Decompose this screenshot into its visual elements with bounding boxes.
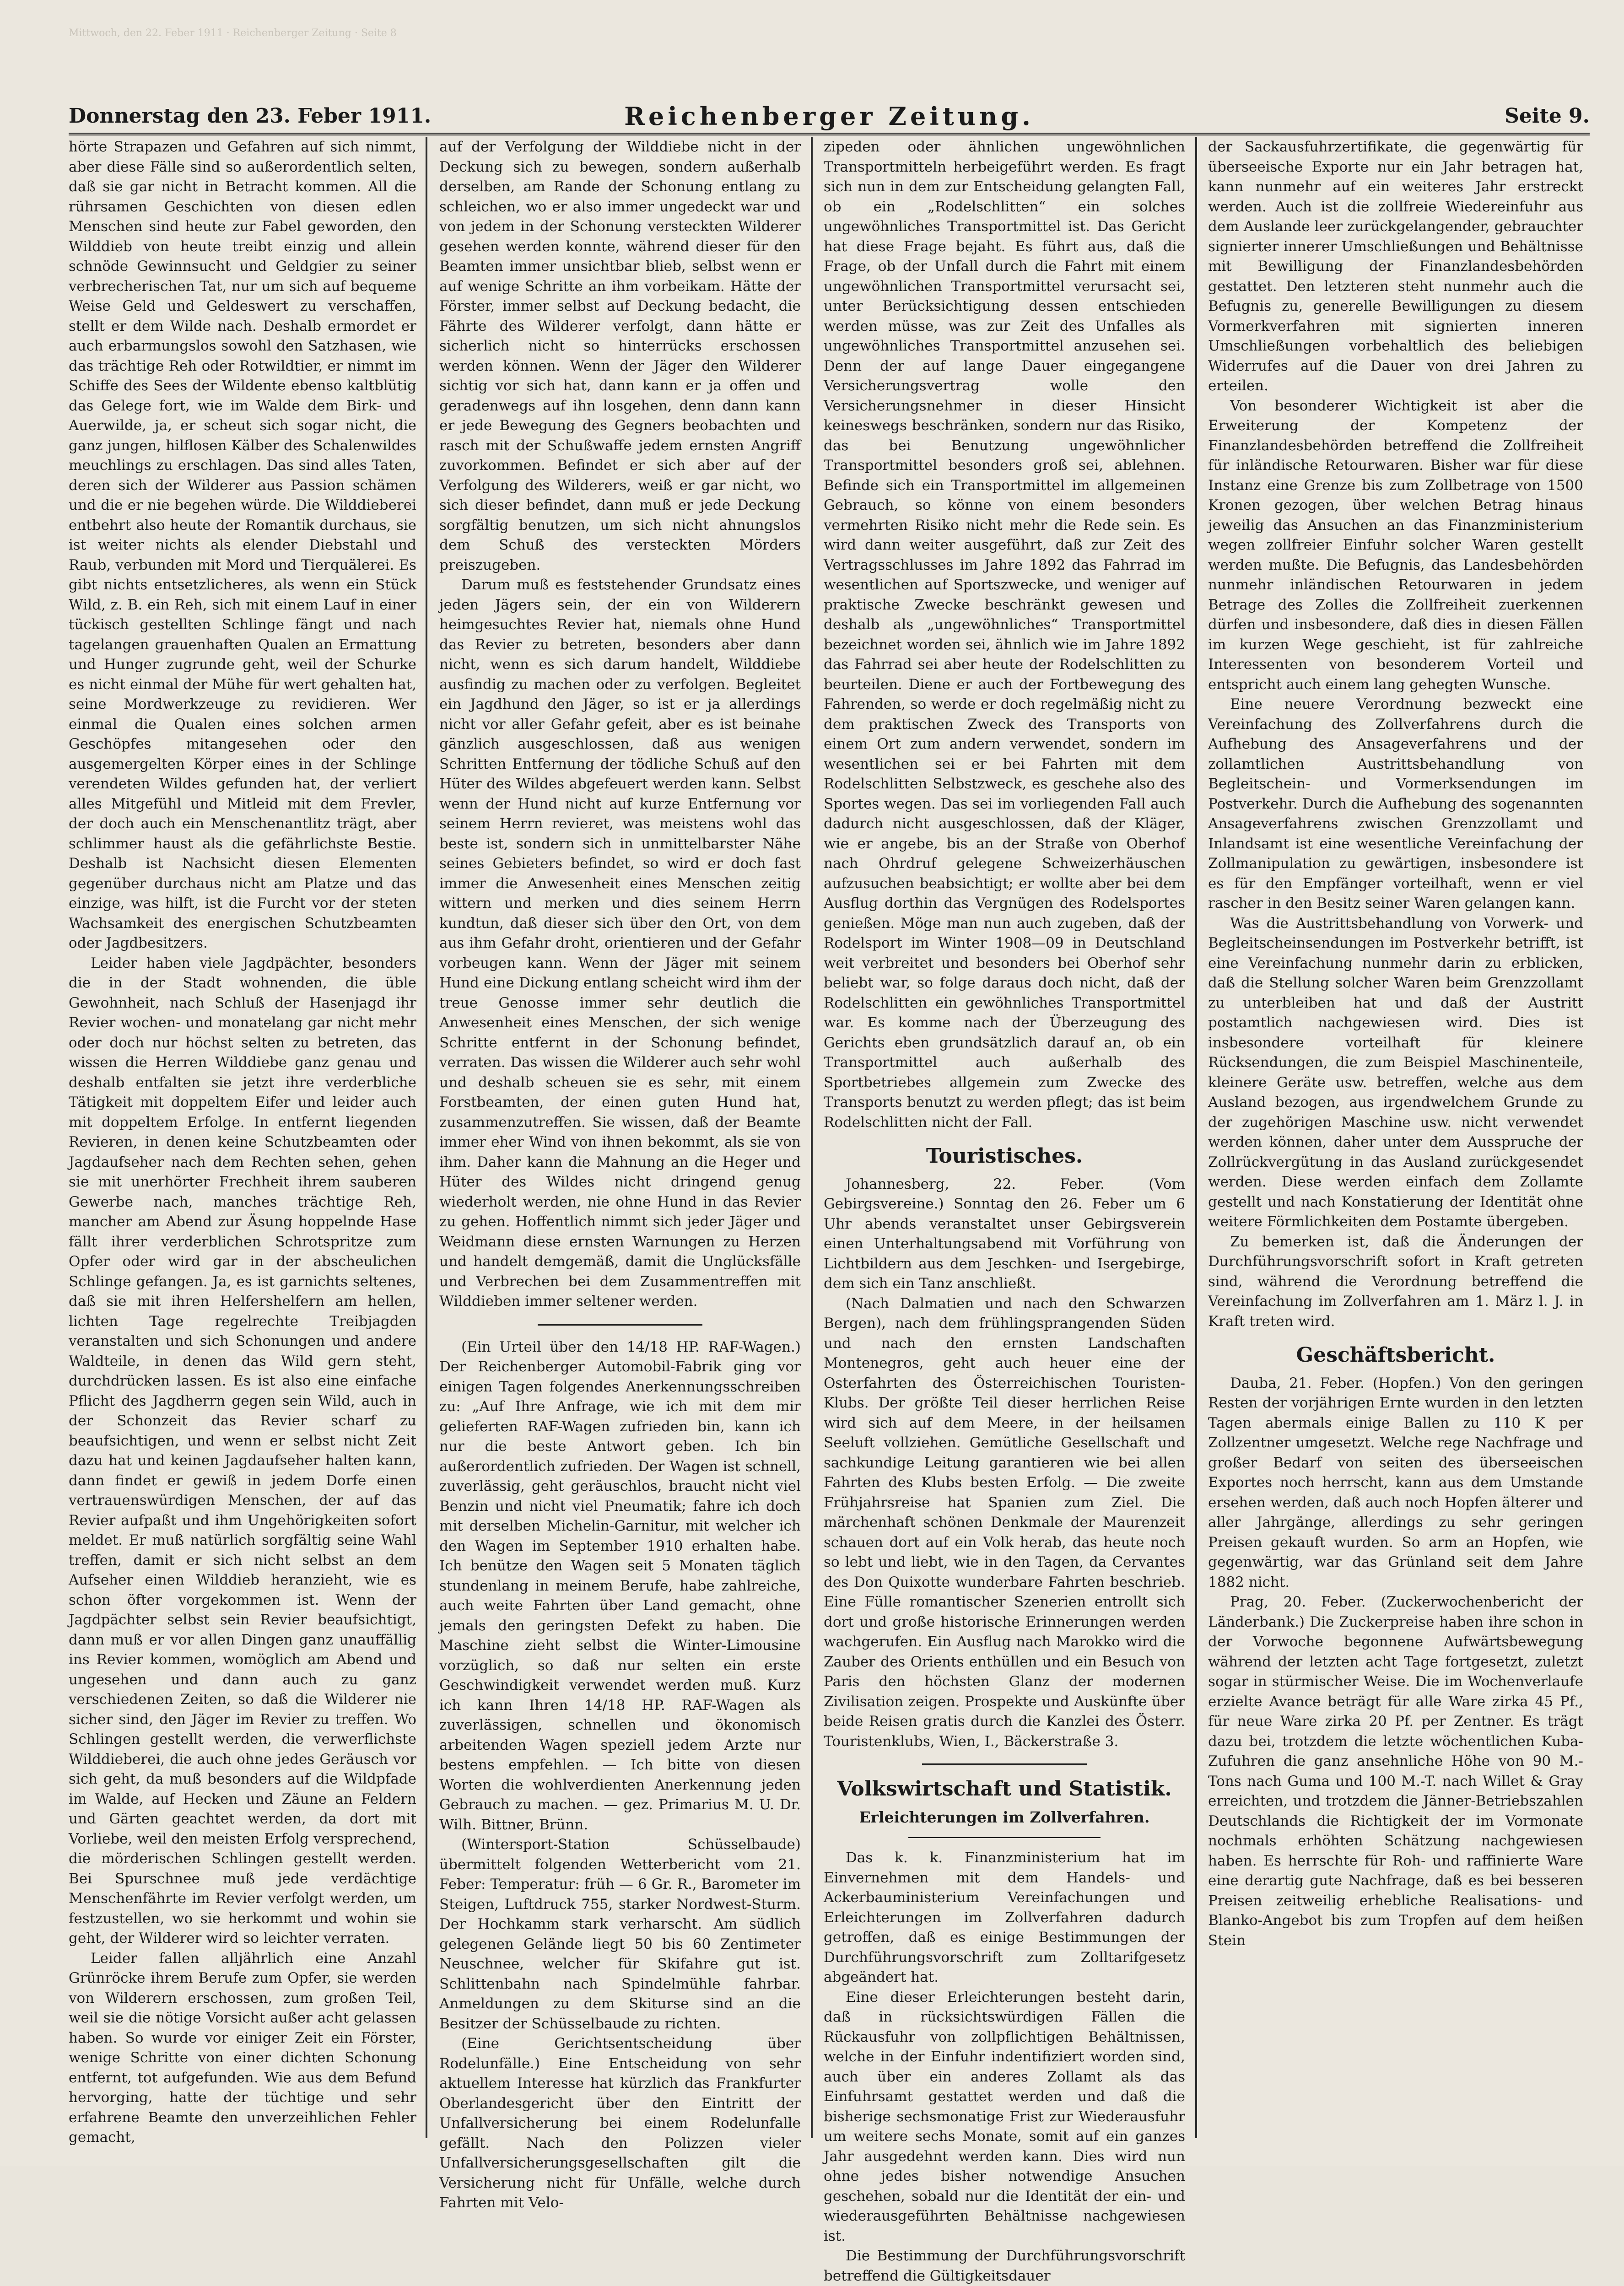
paragraph: Leider haben viele Jagdpächter, besonders die in der Stadt wohnenden, die üble Gewohnheit, nach Schluß der Hasenjagd ihr Revier wochen- und monatelang gar nicht mehr oder doch nur höchst selten zu betreten, das wissen die Herren Wilddiebe ganz genau und deshalb entfalten sie jetzt ihre verderbliche Tätigkeit mit doppeltem Eifer und leider auch mit doppeltem Erfolge. In entfernt liegenden Revieren, in denen keine Schutzbeamten oder Jagdaufseher nach dem Rechten sehen, gehen sie mit unerhörter Frechheit ihrem sauberen Gewerbe nach, manches trächtige Reh, mancher am Abend zur Äsung hoppelnde Hase fällt ihrer verderblichen Schrotspritze zum Opfer oder wird gar in der abscheulichen Schlinge gefangen. Ja, es ist garnichts seltenes, daß sie mit ihren Helfershelfern am hellen, lichten Tage regelrechte Treibjagden veranstalten und sich Schonungen und andere Waldteile, in denen das Wild gern steht, durchdrücken lassen. Es ist also eine einfache Pflicht des Jagdherrn gegen sein Wild, auch in der Schonzeit das Revier scharf zu beaufsichtigen, und wenn er selbst nicht Zeit dazu hat und keinen Jagdaufseher halten kann, dann findet er gewiß in jedem Dorfe einen vertrauenswürdigen Menschen, der auf das Revier aufpaßt und ihm Ungehörigkeiten sofort meldet. Er muß natürlich sorgfältig seine Wahl treffen, damit er sich nicht selbst an dem Aufseher einen Wilddieb heranzieht, wie es schon öfter vorgekommen ist. Wenn der Jagdpächter selbst sein Revier beaufsichtigt, dann muß er vor allen Dingen ganz unauffällig ins Revier kommen, womöglich am Abend und ungesehen und dann auch zu ganz verschiedenen Zeiten, so daß die Wilderer nie sicher sind, den Jäger im Revier zu treffen. Wo Schlingen gestellt werden, die verwerflichste Wilddieberei, die auch ohne jedes Geräusch vor sich geht, da muß besonders auf die Wildpfade im Walde, auf Hecken und Zäune an Feldern und Gärten geachtet werden, da dort mit Vorliebe, weil den meisten Erfolg versprechend, die mörderischen Schlingen gestellt werden. Bei Spurschnee muß jede verdächtige Menschenfährte im Revier verfolgt werden, um festzustellen, wo sie herkommt und wohin sie geht, der Wilderer wird so leichter verraten. — [69, 954, 416, 1946]
paragraph: Darum muß es feststehender Grundsatz eines jeden Jägers sein, der ein von Wilderern heimgesuchtes Revier hat, niemals ohne Hund das Revier zu betreten, besonders aber dann nicht, wenn es sich darum handelt, Wilddiebe ausfindig zu machen oder zu verfolgen. Begleitet ein Jagdhund den Jäger, so ist er ja allerdings nicht vor aller Gefahr gefeit, aber es ist beinahe gänzlich ausgeschlossen, daß aus wenigen Schritten Entfernung der tödliche Schuß auf den Hüter des Wildes abgefeuert werden kann. Selbst wenn der Hund nicht auf kurze Entfernung vor seinem Herrn revieret, was meistens wohl das beste ist, sondern sich in unmittelbarster Nähe seines Gebieters befindet, so wird er doch fast immer die Anwesenheit eines Menschen zeitig wittern und merken und dies seinem Herrn kundtun, daß dieser sich über den Ort, von dem aus ihm Gefahr droht, orientieren und der Gefahr vorbeugen kann. Wenn der Jäger mit seinem Hund eine Dickung entlang scheicht wird ihm der treue Genosse immer sehr deutlich die Anwesenheit eines Menschen, der sich wenige Schritte entfernt in der Schonung befindet, verraten. Das wissen die Wilderer auch sehr wohl und deshalb scheuen sie es sehr, mit einem Forstbeamten, der einen guten Hund hat, zusammenzutreffen. Sie wissen, daß der Beamte immer eher Wind von ihnen bekommt, als sie von ihm. Daher kann die Mahnung an die Heger und Hüter des Wildes nicht dringend genug wiederholt werden, nie ohne Hund in das Revier zu gehen. Hoffentlich nimmt sich jeder Jäger und Weidmann diese ernsten Warnungen zu Herzen und handelt demgemäß, damit die Unglücksfälle und Verbrechen bei dem Zusammentreffen mit Wilddieben immer seltener werden. — [439, 577, 801, 1310]
paragraph: hörte Strapazen und Gefahren auf sich nimmt, aber diese Fälle sind so außerordentlich selten, daß sie gar nicht in Betracht kommen. All die rührsamen Geschichten von diesen edlen Menschen sind heute zur Fabel geworden, den Wilddieb von heute treibt einzig und allein schnöde Gewinnsucht und Geldgier zu seiner verbrecherischen Tat, nur um sich auf bequeme Weise Geld und Geldeswert zu verschaffen, stellt er dem Wilde nach. Deshalb ermordet er auch erbarmungslos sowohl den Satzhasen, wie das trächtige Reh oder Rotwildtier, er nimmt im Schiffe des Sees der Wildente ebenso kaltblütig das Gelege fort, wie im Walde dem Birk- und Auerwilde, ja, er scheut sich sogar nicht, die ganz jungen, hilflosen Kälber des Schalenwildes meuchlings zu erschlagen. Das sind alles Taten, deren sich der Wilderer aus Passion schämen und die er nie begehen würde. Die Wilddieberei entbehrt also heute der Romantik durchaus, sie ist weiter nichts als elender Diebstahl und Raub, verbunden mit Mord und Tierquälerei. Es gibt nichts entsetzlicheres, als wenn ein Stück Wild, z. B. ein Reh, sich mit einem Lauf in einer tückisch gestellten Schlinge fängt und nach tagelangen grauenhaften Qualen an Ermattung und Hunger zugrunde geht, weil der Schurke es nicht einmal der Mühe für wert gehalten hat, seine Mordwerkzeuge zu revidieren. Wer einmal die Qualen eines solchen armen Geschöpfes mitangesehen oder den ausgemergelten Körper eines in der Schlinge verendeten Wildes gefunden hat, der verliert alles Mitgefühl und Mitleid mit dem Frevler, der doch auch ein Menschenantlitz trägt, aber schlimmer haust als die gefährlichste Bestie. Deshalb ist Nachsicht diesen Elementen gegenüber durchaus nicht am Platze und das einzige, was hilft, ist die Furcht vor der steten Wachsamkeit des energischen Schutzbeamten oder Jagdbesitzers. — [69, 139, 416, 951]
news-item-dalmatien: (Nach Dalmatien und nach den Schwarzen Bergen), nach dem frühlingsprangenden Süden und nach den ernsten Landschaften Montenegros, geht auch heuer eine der Osterfahrten des Österreichischen Touristen-Klubs. Der größte Teil dieser herrlichen Reise wird sich auf dem Meere, in der heilsamen Seeluft vollziehen. Gemütliche Gesellschaft und sachkundige Leitung garantieren wie bei allen Fahrten des Klubs besten Erfolg. — Die zweite Frühjahrsreise hat Spanien zum Ziel. Die märchenhaft schönen Denkmale der Maurenzeit schauen dort auf ein Volk herab, das heute noch so lebt und liebt, wie in den Tagen, da Cervantes des Don Quixotte wunderbare Fahrten beschrieb. Eine Fülle romantischer Szenerien entrollt sich dort und große historische Erinnerungen werden wachgerufen. Ein Ausflug nach Marokko wird die Zauber des Orients enthüllen und ein Besuch von Paris den höchsten Glanz der modernen Zivilisation zeigen. Prospekte und Auskünfte über beide Reisen gratis durch die Kanzlei des Österr. Touristenklubs, Wien, I., Bäckerstraße 3. — [824, 1295, 1185, 1750]
news-item-johannesberg: Johannesberg, 22. Feber. (Vom Gebirgsvereine.) Sonntag den 26. Feber um 6 Uhr abends veranstaltet unser Gebirgsverein einen Unterhaltungsabend mit Vorführung von Lichtbildern aus dem Jeschken- und Isergebirge, dem sich ein Tanz anschließt. — [824, 1175, 1185, 1292]
paragraph: auf der Verfolgung der Wilddiebe nicht in der Deckung sich zu bewegen, sondern außerhalb derselben, am Rande der Schonung entlang zu schleichen, wo er also immer ungedeckt war und von jedem in der Schonung versteckten Wilderer gesehen werden konnte, während dieser für den Beamten immer unsichtbar blieb, selbst wenn er auf wenige Schritte an ihm vorbeikam. Hätte der Förster, immer selbst auf Deckung bedacht, die Fährte des Wilderer verfolgt, dann hätte er sicherlich nicht so hinterrücks erschossen werden können. Wenn der Jäger den Wilderer sichtig vor sich hat, dann kann er ja offen und geradenwegs auf ihn losgehen, denn dann kann er jede Bewegung des Gegners beobachten und rasch mit der Schußwaffe jedem ernsten Angriff zuvorkommen. Befindet er sich aber auf der Verfolgung des Wilderers, weiß er gar nicht, wo sich dieser befindet, dann muß er jede Deckung sorgfältig benutzen, um sich nicht ahnungslos dem Schuß des versteckten Mörders preiszugeben. — [439, 139, 801, 573]
separator — [922, 1763, 1087, 1765]
column-rule — [811, 137, 813, 2138]
page-number: Seite 9. — [1504, 104, 1590, 128]
bleed-through-text: Mittwoch, den 22. Feber 1911 · Reichenberger Zeitung · Seite 8 — [69, 27, 397, 39]
column-rule — [426, 137, 427, 2138]
section-heading-geschaeftsbericht: Geschäftsbericht. — [1296, 1343, 1495, 1367]
article-subheading: Erleichterungen im Zollverfahren. — [859, 1808, 1150, 1826]
issue-date: Donnerstag den 23. Feber 1911. — [69, 104, 432, 128]
paragraph: Eine neuere Verordnung bezweckt eine Vereinfachung des Zollverfahrens durch die Aufhebung des Ansageverfahrens und der zollamtlichen Austrittsbehandlung von Begleitschein- und Vormerksendungen im Postverkehr. Durch die Aufhebung des sogenannten Ansageverfahrens zwischen Grenzzollamt und Inlandsamt ist eine wesentliche Vereinfachung der Zollmanipulation zu gewärtigen, insbesondere ist es für den Empfänger vorteilhaft, wenn er viel rascher in den Besitz seiner Waren gelangen kann. — [1208, 696, 1583, 911]
separator — [538, 1324, 702, 1326]
news-item-prag: Prag, 20. Feber. (Zuckerwochenbericht der Länderbank.) Die Zuckerpreise haben ihre schon in der Vorwoche begonnene Aufwärtsbewegung während der letzten acht Tage fortgesetzt, zuletzt sogar in stürmischer Weise. Die im Wochenverlaufe erzielte Avance beträgt für alle Ware zirka 45 Pf., für neue Ware zirka 20 Pf. per Zentner. Es trägt dazu bei, trotzdem die letzte wöchentlichen Kuba-Zufuhren die ganz ansehnliche Höhe von 90 M.-Tons nach Guma und 100 M.-T. nach Willet & Gray erreichten, und trotzdem die Jänner-Betriebszahlen Deutschlands die Richtigkeit der im Vormonate nochmals erhöhten Schätzung nachgewiesen haben. Es herrschte für Roh- und raffinierte Ware eine derartig gute Nachfrage, daß es bei besseren Preisen zeitweilig erhebliche Realisations- und Blanko-Angebot bis zum Tropfen auf dem heißen Stein — [1208, 1594, 1583, 1949]
paragraph: Leider fallen alljährlich eine Anzahl Grünröcke ihrem Berufe zum Opfer, sie werden von Wilderern erschossen, zum großen Teil, weil sie die nötige Vorsicht außer acht gelassen haben. So wurde vor einiger Zeit ein Förster, wenige Schritte von einer dichten Schonung entfernt, tot aufgefunden. Wie aus dem Befund hervorging, hatte der tüchtige und sehr erfahrene Beamte den unverzeihlichen Fehler gemacht, — [69, 1950, 416, 2146]
paragraph: zipeden oder ähnlichen ungewöhnlichen Transportmitteln herbeigeführt werden. Es fragt sich nun in dem zur Entscheidung gelangten Fall, ob ein „Rodelschlitten“ ein solches ungewöhnliches Transportmittel ist. Das Gericht hat diese Frage bejaht. Es führt aus, daß die Frage, ob der Unfall durch die Fahrt mit einem ungewöhnlichen Transportmittel verursacht sei, unter Berücksichtigung dessen entschieden werden müsse, was zur Zeit des Unfalles als ungewöhnliches Transportmittel anzusehen sei. Denn der auf lange Dauer eingegangene Versicherungsvertrag wolle den Versicherungsnehmer in dieser Hinsicht keineswegs beschränken, sondern nur das Risiko, das bei Benutzung ungewöhnlicher Transportmittel besonders groß sei, ablehnen. Befinde sich ein Transportmittel im allgemeinen Gebrauch, so könne von einem besonders vermehrten Risiko nicht mehr die Rede sein. Es wird dann weiter ausgeführt, daß zur Zeit des Vertragsschlusses im Jahre 1892 das Fahrrad im wesentlichen auf Sportszwecke, und weniger auf praktische Zwecke beschränkt gewesen und deshalb als „ungewöhnliches“ Transportmittel bezeichnet worden sei, ähnlich wie im Jahre 1892 das Fahrrad sei aber heute der Rodelschlitten zu beurteilen. Diene er auch der Fortbewegung des Fahrenden, so werde er doch regelmäßig nicht zu dem praktischen Zweck des Transports von einem Ort zum andern verwendet, sondern im wesentlichen sei er bei Fahrten mit dem Rodelschlitten Selbstzweck, es geschehe also des Sportes wegen. Das sei im vorliegenden Fall auch dadurch nicht ausgeschlossen, daß der Kläger, wie er angebe, bis an der Straße von Oberhof nach Ohrdruf gelegene Schweizerhäuschen aufzusuchen beabsichtigt; er wollte aber bei dem Ausflug dorthin das Vergnügen des Rodelsportes genießen. Möge man nun auch zugeben, daß der Rodelsport im Winter 1908—09 in Deutschland weit verbreitet und besonders bei Oberhof sehr beliebt war, so folge daraus doch nicht, daß der Rodelschlitten ein gewöhnliches Transportmittel war. Es komme nach der Überzeugung des Gerichts eben grundsätzlich darauf an, ob ein Transportmittel auch außerhalb des Sportbetriebes allgemein zum Zwecke des Transports benutzt zu werden pflegt; das ist beim Rodelschlitten nicht der Fall. — [824, 139, 1185, 1131]
separator — [908, 1837, 1101, 1838]
paragraph: Was die Austrittsbehandlung von Vorwerk- und Begleitscheinsendungen im Postverkehr betrifft, ist eine Vereinfachung nunmehr darin zu erblicken, daß die Stellung solcher Waren beim Grenzzollamt zu unterbleiben hat und daß der Austritt postamtlich nachgewiesen wird. Dies ist insbesondere vorteilhaft für kleinere Rücksendungen, die zum Beispiel Maschinenteile, kleinere Geräte usw. betreffen, welche aus dem Ausland bezogen, aus irgendwelchem Grunde zu der zugehörigen Maschine usw. nicht verwendet werden können, daher unter dem Ausspruche der Zollrückvergütung in das Ausland zurückgesendet werden. Diese werden einfach dem Zollamte gestellt und nach Konstatierung der Identität ohne weitere Förmlichkeiten dem Postamte übergeben. — [1208, 915, 1583, 1230]
paragraph: Eine dieser Erleichterungen besteht darin, daß in rücksichtswürdigen Fällen die Rückausfuhr von zollpflichtigen Behältnissen, welche in der Einfuhr indentifiziert worden sind, auch über ein anderes Zollamt als das Einfuhrsamt gestattet werden und daß die bisherige sechsmonatige Frist zur Wiederausfuhr um weitere sechs Monate, somit auf ein ganzes Jahr ausgedehnt werden kann. Dies wird nun ohne jedes bisher notwendige Ansuchen geschehen, sobald nur die Identität der ein- und wiederausgeführten Behältnisse nachgewiesen ist. — [824, 1989, 1185, 2244]
paragraph: Zu bemerken ist, daß die Änderungen der Durchführungsvorschrift sofort in Kraft getreten sind, während die Verordnung betreffend die Vereinfachung im Zollverfahren am 1. März l. J. in Kraft treten wird. — [1208, 1233, 1583, 1330]
section-heading-touristisches: Touristisches. — [926, 1144, 1083, 1168]
news-item-rodel: (Eine Gerichtsentscheidung über Rodelunfälle.) Eine Entscheidung von sehr aktuellem Interesse hat kürzlich das Frankfurter Oberlandesgericht über den Eintritt der Unfallversicherung bei einem Rodelunfalle gefällt. Nach den Polizzen vieler Unfallversicherungsgesellschaften gilt die Versicherung nicht für Unfälle, welche durch Fahrten mit Velo- — [439, 2035, 801, 2211]
column-rule — [1195, 137, 1197, 2138]
newspaper-title: Reichenberger Zeitung. — [624, 102, 1034, 131]
column-3 — [824, 137, 1185, 2284]
paragraph: Die Bestimmung der Durchführungsvorschrift betreffend die Gültigkeitsdauer — [824, 2248, 1185, 2284]
paragraph: Von besonderer Wichtigkeit ist aber die Erweiterung der Kompetenz der Finanzlandesbehörden betreffend die Zollfreiheit für inländische Retourwaren. Bisher war für diese Instanz eine Grenze bis zum Zollbetrage von 1500 Kronen gezogen, über welchen Betrag hinaus jeweilig das Ansuchen an das Finanzministerium wegen zollfreier Einfuhr solcher Waren gestellt werden mußte. Die Befugnis, das Landesbehörden nunmehr inländischen Retourwaren in jedem Betrage des Zolles die Zollfreiheit zuerkennen dürfen und insbesondere, daß dies in diesen Fällen im kurzen Wege geschieht, ist für zahlreiche Interessenten von besonderem Vorteil und entspricht auch einem lang gehegten Wunsche. — [1208, 397, 1583, 693]
paragraph: der Sackausfuhrzertifikate, die gegenwärtig für überseeische Exporte nur ein Jahr betragen hat, kann nunmehr auf ein weiteres Jahr erstreckt werden. Auch ist die zollfreie Wiedereinfuhr aus dem Auslande leer zurückgelangender, gebrauchter signierter innerer Umschließungen und Behältnisse mit Bewilligung der Finanzlandesbehörden gestattet. Den letzteren steht nunmehr auch die Befugnis zu, generelle Bewilligungen zu diesem Vormerkverfahren mit signierten inneren Umschließungen vorbehaltlich des beliebigen Widerrufes auf die Dauer von drei Jahren zu erteilen. — [1208, 139, 1583, 394]
page-header — [69, 101, 1590, 135]
paragraph: Das k. k. Finanzministerium hat im Einvernehmen mit dem Handels- und Ackerbauministerium Vereinfachungen und Erleichterungen im Zollverfahren dadurch getroffen, daß es einige Bestimmungen der Durchführungsvorschrift zum Zolltarifgesetz abgeändert hat. — [824, 1849, 1185, 1985]
news-item-raf: (Ein Urteil über den 14/18 HP. RAF-Wagen.) Der Reichenberger Automobil-Fabrik ging vor einigen Tagen folgendes Anerkennungsschreiben zu: „Auf Ihre Anfrage, wie ich mit dem mir gelieferten RAF-Wagen zufrieden bin, kann ich nur die beste Antwort geben. Ich bin außerordentlich zufrieden. Der Wagen ist schnell, zuverlässig, geht geräuschlos, braucht nicht viel Benzin und nicht viel Pneumatik; fahre ich doch mit derselben Michelin-Garnitur, mit welcher ich den Wagen im September 1910 erhalten habe. Ich benütze den Wagen seit 5 Monaten täglich stundenlang in meinem Berufe, habe zahlreiche, auch weite Fahrten über Land gemacht, ohne jemals den geringsten Defekt zu haben. Die Maschine zieht selbst die Winter-Limousine vorzüglich, so daß nur selten ein erste Geschwindigkeit verwendet werden muß. Kurz ich kann Ihren 14/18 HP. RAF-Wagen als zuverlässigen, schnellen und ökonomisch arbeitenden Wagen speziell jedem Arzte nur bestens empfehlen. — Ich bitte von diesen Worten die wohlverdienten Anerkennung jeden Gebrauch zu machen. — gez. Primarius M. U. Dr. Wilh. Bittner, Brünn. — [439, 1338, 801, 1833]
section-heading-volkswirtschaft: Volkswirtschaft und Statistik. — [837, 1777, 1172, 1801]
column-1 — [69, 137, 416, 2146]
news-item-wintersport: (Wintersport-Station Schüsselbaude) übermittelt folgenden Wetterbericht vom 21. Feber: Temperatur: früh — 6 Gr. R., Barometer im Steigen, Luftdruck 755, starker Nordwest-Sturm. Der Hochkamm stark verharscht. Am südlich gelegenen Gelände liegt 50 bis 60 Zentimeter Neuschnee, welcher für Skifahre gut ist. Schlittenbahn nach Spindelmühle fahrbar. Anmeldungen zu dem Skiturse sind an die Besitzer der Schüsselbaude zu richten. — [439, 1836, 801, 2032]
column-4 — [1208, 137, 1583, 2138]
column-2 — [439, 137, 801, 2211]
news-item-dauba: Dauba, 21. Feber. (Hopfen.) Von den geringen Resten der vorjährigen Ernte wurden in den letzten Tagen abermals einige Ballen zu 110 K per Zollzentner umgesetzt. Welche rege Nachfrage und großer Bedarf von seiten des überseeischen Exportes noch herrscht, kann aus dem Umstande ersehen werden, daß auch noch Hopfen älterer und aller Jahrgänge, allerdings zu sehr geringen Preisen gekauft wurden. So arm an Hopfen, wie gegenwärtig, war das Grünland seit dem Jahre 1882 nicht. — [1208, 1375, 1583, 1590]
